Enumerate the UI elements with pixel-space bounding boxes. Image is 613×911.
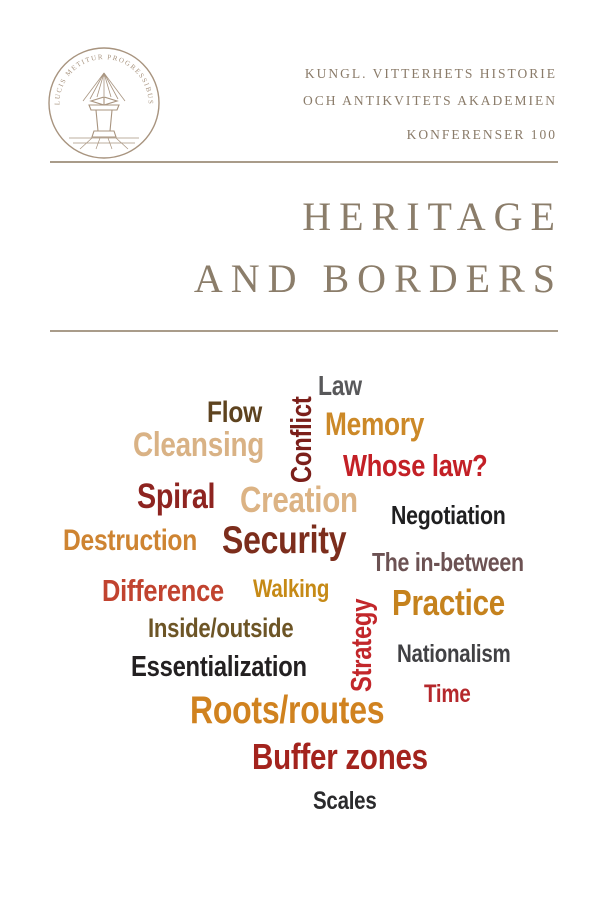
cloud-word-time: Time (424, 680, 471, 708)
cloud-word-inside-outside: Inside/outside (148, 613, 294, 643)
cloud-word-negotiation: Negotiation (391, 500, 506, 530)
cloud-word-creation: Creation (240, 479, 358, 520)
publisher-line2: OCH ANTIKVITETS AKADEMIEN (303, 93, 557, 108)
cloud-word-whose-law: Whose law? (343, 448, 488, 483)
series-number: KONFERENSER 100 (406, 127, 557, 142)
cloud-word-essentialization: Essentialization (131, 651, 307, 683)
cloud-word-flow: Flow (207, 396, 263, 429)
cloud-word-memory: Memory (325, 406, 425, 442)
cloud-word-strategy: Strategy (346, 598, 378, 692)
cloud-word-cleansing: Cleansing (133, 426, 265, 464)
cloud-word-roots-routes: Roots/routes (190, 689, 385, 732)
cloud-word-scales: Scales (313, 787, 377, 815)
cloud-word-buffer-zones: Buffer zones (252, 736, 428, 777)
cloud-word-nationalism: Nationalism (397, 640, 511, 668)
cloud-word-law: Law (318, 370, 362, 401)
cloud-word-difference: Difference (102, 573, 224, 608)
seal-motto: LUCIS METITUR PROGRESSIBUS (53, 52, 155, 106)
cloud-word-security: Security (222, 519, 347, 562)
cloud-word-practice: Practice (392, 582, 505, 623)
cloud-word-walking: Walking (253, 575, 330, 603)
cloud-word-spiral: Spiral (137, 477, 216, 516)
cloud-word-conflict: Conflict (286, 396, 318, 483)
cloud-word-the-in-between: The in-between (372, 547, 524, 577)
cloud-word-destruction: Destruction (63, 524, 197, 557)
title-line2: AND BORDERS (193, 256, 563, 301)
title-line1: HERITAGE (302, 194, 563, 239)
publisher-line1: KUNGL. VITTERHETS HISTORIE (304, 66, 557, 81)
